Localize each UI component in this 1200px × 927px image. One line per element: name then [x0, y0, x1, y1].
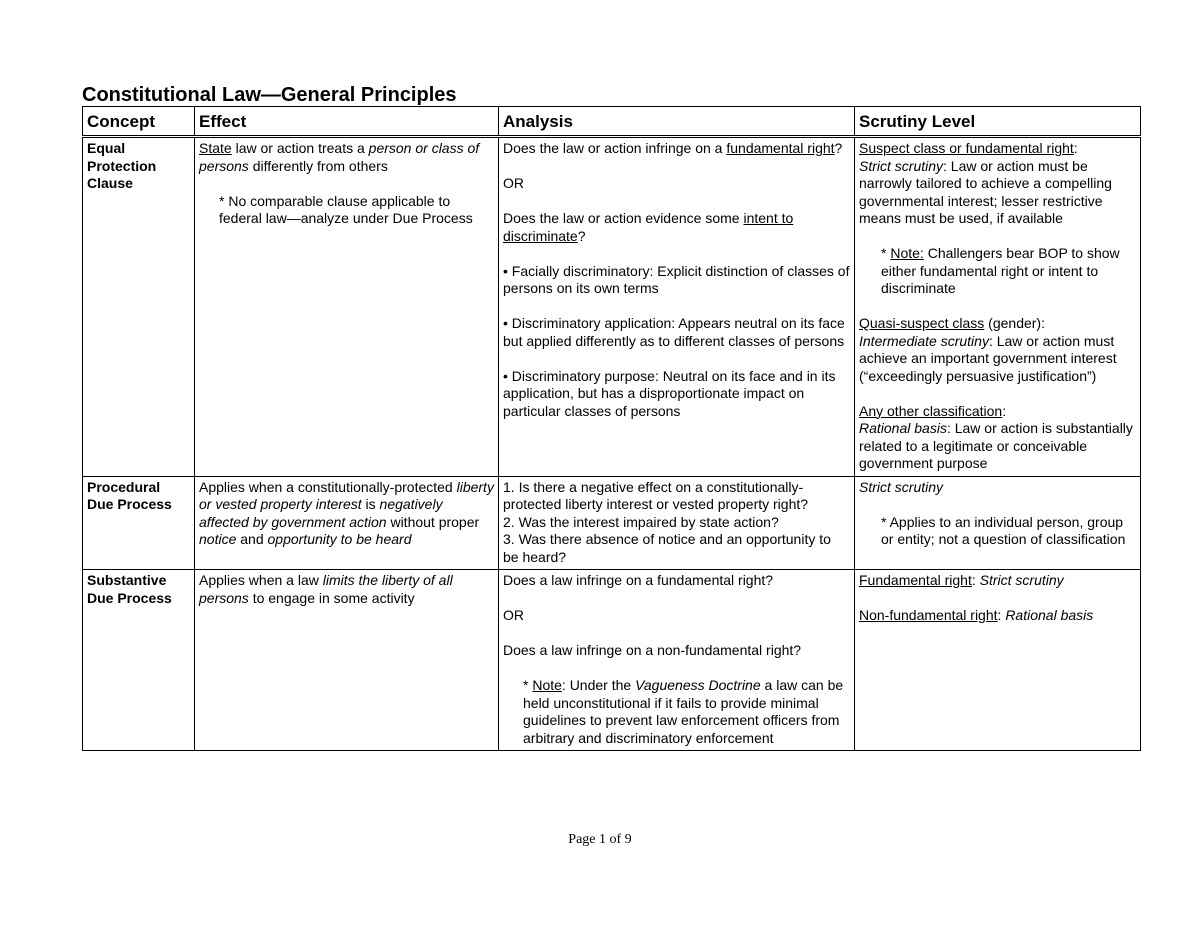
scrutiny-fragment: Challengers bear BOP to show either fundamental right or intent to discriminate	[881, 245, 1120, 296]
or-text: OR	[503, 175, 524, 191]
scrutiny-fragment: :	[1002, 402, 1007, 419]
scrutiny-fragment: :	[997, 607, 1006, 623]
effect-fragment: and	[236, 531, 268, 547]
scrutiny-text	[859, 420, 1136, 473]
concept-cell	[83, 570, 195, 751]
effect-fragment: Applies when a law	[199, 572, 323, 588]
effect-text	[199, 140, 494, 175]
effect-cell	[195, 570, 499, 751]
concept-line: Due Process	[87, 589, 172, 606]
liberty-interest-text: liberty or vested property interest	[199, 478, 494, 512]
scrutiny-fragment: : Law or action must achieve an important government interest (“exceedingly persuasive justification”)	[859, 332, 1117, 384]
note-label: Note	[532, 677, 562, 693]
scrutiny-text	[859, 333, 1136, 386]
scrutiny-text	[859, 158, 1136, 228]
strict-scrutiny-text: Strict scrutiny	[859, 478, 944, 495]
effect-fragment: differently from others	[248, 157, 388, 174]
strict-scrutiny-text: Strict scrutiny	[859, 157, 944, 174]
non-fundamental-right-text: Non-fundamental right	[859, 607, 998, 623]
concept-cell	[83, 137, 195, 477]
vagueness-doctrine-text: Vagueness Doctrine	[635, 677, 761, 693]
scrutiny-text	[859, 572, 1136, 590]
header-scrutiny-level: Scrutiny Level	[855, 107, 1141, 137]
scrutiny-fragment: (gender):	[984, 315, 1045, 331]
scrutiny-text	[859, 607, 1136, 625]
concept-cell	[83, 476, 195, 570]
analysis-fragment: Does the law or action infringe on a	[503, 140, 727, 156]
concept-line: Protection	[87, 157, 157, 174]
header-analysis: Analysis	[499, 107, 855, 137]
persons-text: person or class of persons	[199, 140, 480, 174]
analysis-fragment: ?	[834, 140, 843, 156]
fundamental-right-text: fundamental right	[726, 140, 835, 156]
scrutiny-heading	[859, 403, 1136, 421]
analysis-fragment: ?	[577, 227, 586, 244]
scrutiny-fragment: *	[881, 245, 891, 261]
other-classification-text: Any other classification	[859, 402, 1003, 419]
analysis-fragment: *	[523, 677, 533, 693]
scrutiny-heading	[859, 140, 1136, 158]
analysis-fragment: : Under the	[561, 677, 636, 693]
analysis-bullet: • Discriminatory purpose: Neutral on its face and in its application, but has a disproportionate impact on particular classes of persons	[503, 367, 836, 419]
scrutiny-fragment: : Law or action is substantially related to a legitimate or conceivable government purpose	[859, 420, 1133, 471]
analysis-step: 2. Was the interest impaired by state action?	[503, 513, 779, 530]
opportunity-text: opportunity to be heard	[267, 531, 412, 547]
note-label: Note:	[890, 245, 924, 261]
analysis-step: 1. Is there a negative effect on a constitutionally-protected liberty interest or vested property right?	[503, 478, 809, 512]
quasi-suspect-text: Quasi-suspect class	[859, 315, 985, 331]
effect-fragment: without proper	[386, 513, 480, 530]
scrutiny-cell	[855, 137, 1141, 477]
table-row-equal-protection	[83, 137, 1141, 477]
table-row-substantive-due-process	[83, 570, 1141, 751]
principles-table	[82, 106, 1141, 751]
analysis-fragment: a law can be held unconstitutional if it fails to provide minimal guidelines to prevent law enforcement officers from arbitrary and discriminatory enforcement	[523, 677, 844, 746]
analysis-bullet: • Facially discriminatory: Explicit distinction of classes of persons on its own terms	[503, 262, 850, 296]
effect-cell	[195, 476, 499, 570]
scrutiny-note: * Applies to an individual person, group or entity; not a question of classification	[881, 513, 1126, 547]
analysis-cell	[499, 570, 855, 751]
scrutiny-cell	[855, 476, 1141, 570]
effect-fragment: Applies when a constitutionally-protected	[199, 478, 457, 495]
state-text: State	[199, 140, 232, 156]
analysis-note	[503, 677, 850, 747]
analysis-question: Does a law infringe on a fundamental right?	[503, 572, 774, 588]
concept-line: Procedural	[87, 478, 161, 495]
rational-basis-text: Rational basis	[1005, 607, 1094, 623]
strict-scrutiny-text: Strict scrutiny	[979, 572, 1064, 588]
effect-text	[199, 479, 494, 549]
notice-text: notice	[199, 531, 237, 547]
analysis-bullet: • Discriminatory application: Appears neutral on its face but applied differently as to different classes of persons	[503, 315, 845, 349]
page-number: Page 1 of 9	[568, 832, 632, 847]
analysis-question	[503, 210, 850, 245]
concept-line: Due Process	[87, 496, 172, 512]
scrutiny-cell	[855, 570, 1141, 751]
fundamental-right-text: Fundamental right	[859, 572, 972, 588]
header-concept: Concept	[83, 107, 195, 137]
scrutiny-heading	[859, 315, 1136, 333]
effect-text	[199, 572, 494, 607]
scrutiny-fragment: : Law or action must be narrowly tailored to achieve a compelling governmental interest; lesser restrictive means must be used, if available	[859, 157, 1112, 226]
limits-liberty-text: limits the liberty of all persons	[199, 572, 453, 606]
table-header-row	[83, 107, 1141, 137]
effect-fragment: law or action treats a	[231, 140, 369, 156]
effect-fragment: to engage in some activity	[248, 589, 415, 606]
analysis-question	[503, 140, 850, 158]
concept-line: Clause	[87, 175, 133, 191]
effect-cell	[195, 137, 499, 477]
analysis-cell	[499, 476, 855, 570]
concept-line: Equal	[87, 140, 126, 156]
effect-note: * No comparable clause applicable to federal law—analyze under Due Process	[219, 192, 473, 226]
page-title: Constitutional Law—General Principles	[82, 84, 457, 106]
analysis-question: Does a law infringe on a non-fundamental right?	[503, 642, 802, 658]
concept-line: Substantive	[87, 572, 167, 588]
or-text: OR	[503, 607, 524, 623]
scrutiny-note	[859, 245, 1136, 298]
rational-basis-text: Rational basis	[859, 420, 947, 436]
intent-text: intent to discriminate	[503, 210, 794, 244]
analysis-fragment: Does the law or action evidence some	[503, 210, 744, 226]
analysis-cell	[499, 137, 855, 477]
analysis-step: 3. Was there absence of notice and an opportunity to be heard?	[503, 531, 831, 565]
suspect-class-text: Suspect class or fundamental right	[859, 140, 1074, 156]
negative-effect-text: negatively affected by government action	[199, 496, 443, 530]
scrutiny-fragment: :	[971, 572, 980, 588]
scrutiny-fragment: :	[1073, 140, 1078, 156]
header-effect: Effect	[195, 107, 499, 137]
effect-fragment: is	[361, 496, 380, 512]
intermediate-scrutiny-text: Intermediate scrutiny	[859, 332, 989, 349]
table-row-procedural-due-process	[83, 476, 1141, 570]
